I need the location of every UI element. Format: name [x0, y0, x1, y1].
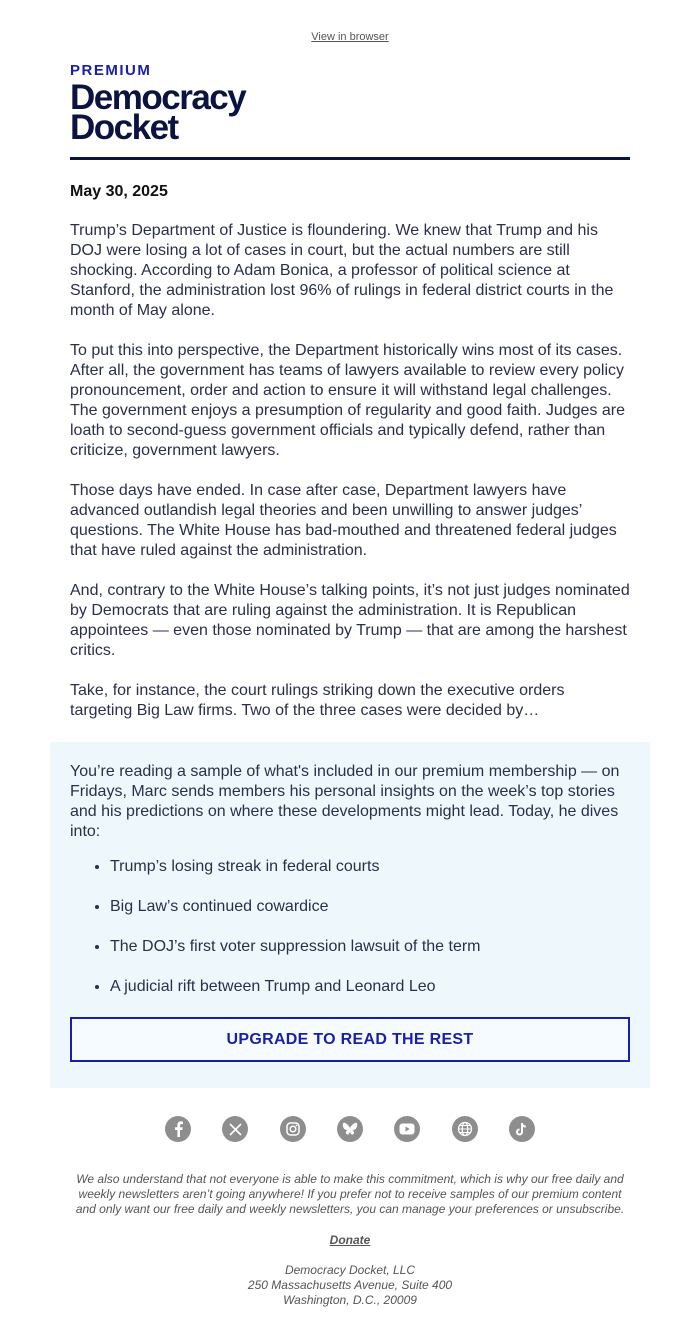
premium-promo-box — [50, 742, 650, 1088]
bluesky-icon[interactable] — [337, 1116, 363, 1142]
article-paragraph: Those days have ended. In case after case, Department lawyers have advanced outlandish legal theories and been unwilling to answer judges’ questions. The White House has bad-mouthed and threatened federal judges that have ruled against the administration. — [70, 482, 617, 559]
masthead — [70, 62, 630, 147]
website-icon[interactable] — [452, 1116, 478, 1142]
logo-line-1: Democracy — [70, 78, 246, 117]
view-in-browser-link[interactable]: View in browser — [311, 31, 389, 43]
header-divider — [70, 157, 630, 160]
tiktok-icon[interactable] — [509, 1116, 535, 1142]
footer-note — [70, 1172, 630, 1217]
issue-date: May 30, 2025 — [70, 183, 168, 200]
democracy-docket-logo[interactable] — [70, 78, 630, 147]
social-links — [165, 1116, 535, 1142]
mailing-address — [0, 1263, 700, 1308]
promo-topic: • Trump’s losing streak in federal courts — [110, 857, 630, 877]
address-street: 250 Massachusetts Avenue, Suite 400 — [247, 1278, 453, 1292]
facebook-icon[interactable] — [165, 1116, 191, 1142]
x-icon[interactable] — [222, 1116, 248, 1142]
logo-line-2: Docket — [70, 108, 178, 147]
unsubscribe-link[interactable]: unsubscribe — [556, 1202, 621, 1216]
promo-topics-list — [90, 857, 630, 1017]
premium-label: PREMIUM — [70, 62, 152, 79]
youtube-icon[interactable] — [394, 1116, 420, 1142]
promo-topic: • The DOJ’s first voter suppression lawsuit of the term — [110, 937, 630, 957]
footer-note-end: . — [620, 1202, 625, 1216]
article-paragraph: Take, for instance, the court rulings striking down the executive orders targeting Big Law firms. Two of the three cases were decided by… — [70, 682, 565, 719]
article-paragraph: To put this into perspective, the Department historically wins most of its cases. After all, the government has teams of lawyers available to review every policy pronouncement, order and action to ensure it will withstand legal challenges. The government enjoys a presumption of regularity and good faith. Judges are loath to second-guess government officials and typically defend, rather than criticize, government lawyers. — [70, 342, 625, 459]
donate-link[interactable]: Donate — [329, 1233, 371, 1247]
instagram-icon[interactable] — [280, 1116, 306, 1142]
address-company: Democracy Docket, LLC — [284, 1263, 416, 1277]
upgrade-button[interactable]: UPGRADE TO READ THE REST — [70, 1017, 630, 1062]
article-body — [70, 221, 630, 741]
footer-note-text: We also understand that not everyone is able to make this commitment, which is why our free daily and weekly newsletters aren’t going anywhere! If you prefer not to receive samples of our premium content and only want our free daily and weekly newsletters, you can manage your preferences or — [75, 1172, 624, 1216]
promo-topic: • A judicial rift between Trump and Leonard Leo — [110, 977, 630, 997]
article-paragraph: And, contrary to the White House’s talking points, it’s not just judges nominated by Democrats that are ruling against the administration. It is Republican appointees — even those nominated by Trump — that are among the harshest critics. — [70, 582, 630, 659]
promo-text: You’re reading a sample of what's included in our premium membership — on Fridays, Marc sends members his personal insights on the week’s top stories and his predictions on where these developments might lead. Today, he dives into: — [70, 763, 620, 840]
address-city: Washington, D.C., 20009 — [283, 1293, 417, 1307]
view-in-browser — [0, 31, 700, 43]
article-paragraph: Trump’s Department of Justice is floundering. We knew that Trump and his DOJ were losing a lot of cases in court, but the actual numbers are still shocking. According to Adam Bonica, a professor of political science at Stanford, the administration lost 96% of rulings in federal district courts in the month of May alone. — [70, 222, 614, 319]
promo-topic: • Big Law’s continued cowardice — [110, 897, 630, 917]
